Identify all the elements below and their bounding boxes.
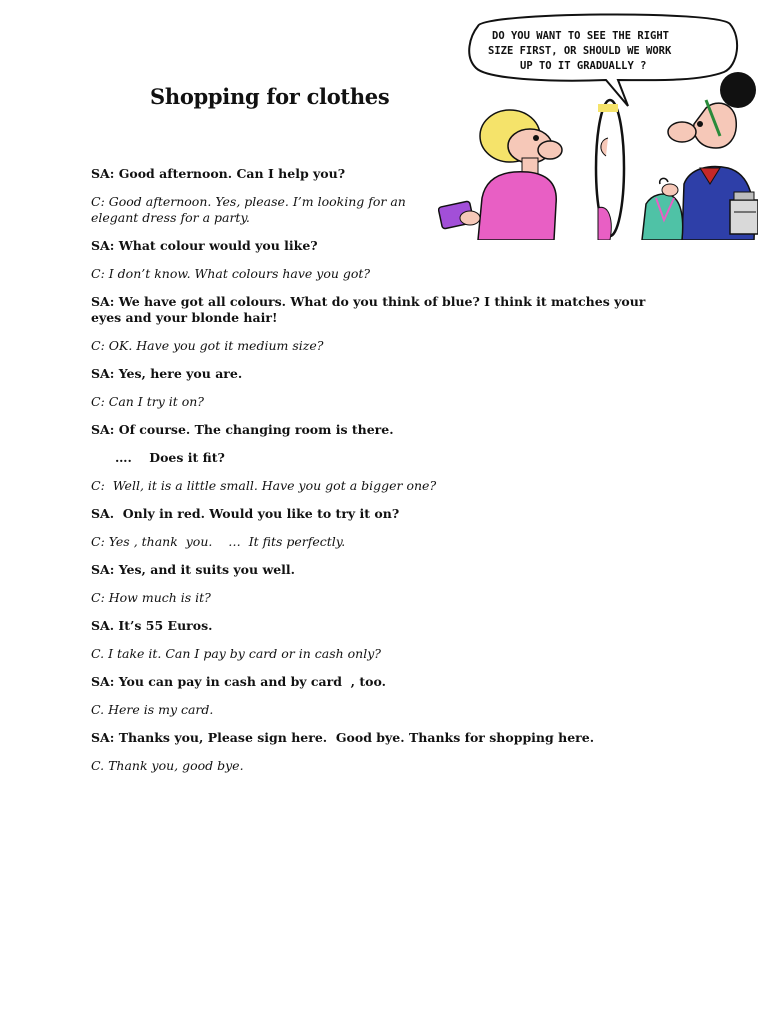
dialogue (91, 166, 691, 786)
dialogue-line: C: Yes , thank you. … It fits perfectly. (91, 534, 346, 549)
dialogue-line: C: I don’t know. What colours have you got? (91, 266, 371, 281)
speech-line-1: DO YOU WANT TO SEE THE RIGHT (492, 30, 670, 42)
dialogue-line: C: How much is it? (91, 590, 211, 605)
dialogue-line: C. Thank you, good bye. (91, 758, 244, 773)
dialogue-line: C: Good afternoon. Yes, please. I’m looking for an elegant dress for a party. (91, 194, 406, 225)
cash-register-icon (730, 192, 758, 234)
dialogue-line: C: OK. Have you got it medium size? (91, 338, 324, 353)
dialogue-line: C: Well, it is a little small. Have you got a bigger one? (91, 478, 437, 493)
dialogue-line: SA. Only in red. Would you like to try it on? (91, 506, 400, 521)
page-title: Shopping for clothes (150, 84, 390, 109)
dialogue-line: C. Here is my card. (91, 702, 214, 717)
dialogue-line: SA. It’s 55 Euros. (91, 618, 213, 633)
speech-line-3: UP TO IT GRADUALLY ? (520, 60, 647, 72)
speech-line-2: SIZE FIRST, OR SHOULD WE WORK (488, 45, 672, 57)
dialogue-line: C. I take it. Can I pay by card or in cash only? (91, 646, 381, 661)
dialogue-line: SA: You can pay in cash and by card , too. (91, 674, 386, 689)
dialogue-line: SA: Yes, and it suits you well. (91, 562, 296, 577)
dialogue-line: SA: Thanks you, Please sign here. Good bye. Thanks for shopping here. (91, 730, 595, 745)
dialogue-line: SA: Yes, here you are. (91, 366, 243, 381)
dialogue-line: SA: We have got all colours. What do you think of blue? I think it matches your eyes and your blonde hair! (91, 294, 646, 325)
dialogue-line: SA: Of course. The changing room is there. (91, 422, 394, 437)
dialogue-line: …. Does it fit? (115, 450, 225, 465)
dialogue-line: SA: What colour would you like? (91, 238, 318, 253)
dialogue-line: SA: Good afternoon. Can I help you? (91, 166, 346, 181)
dialogue-line: C: Can I try it on? (91, 394, 205, 409)
